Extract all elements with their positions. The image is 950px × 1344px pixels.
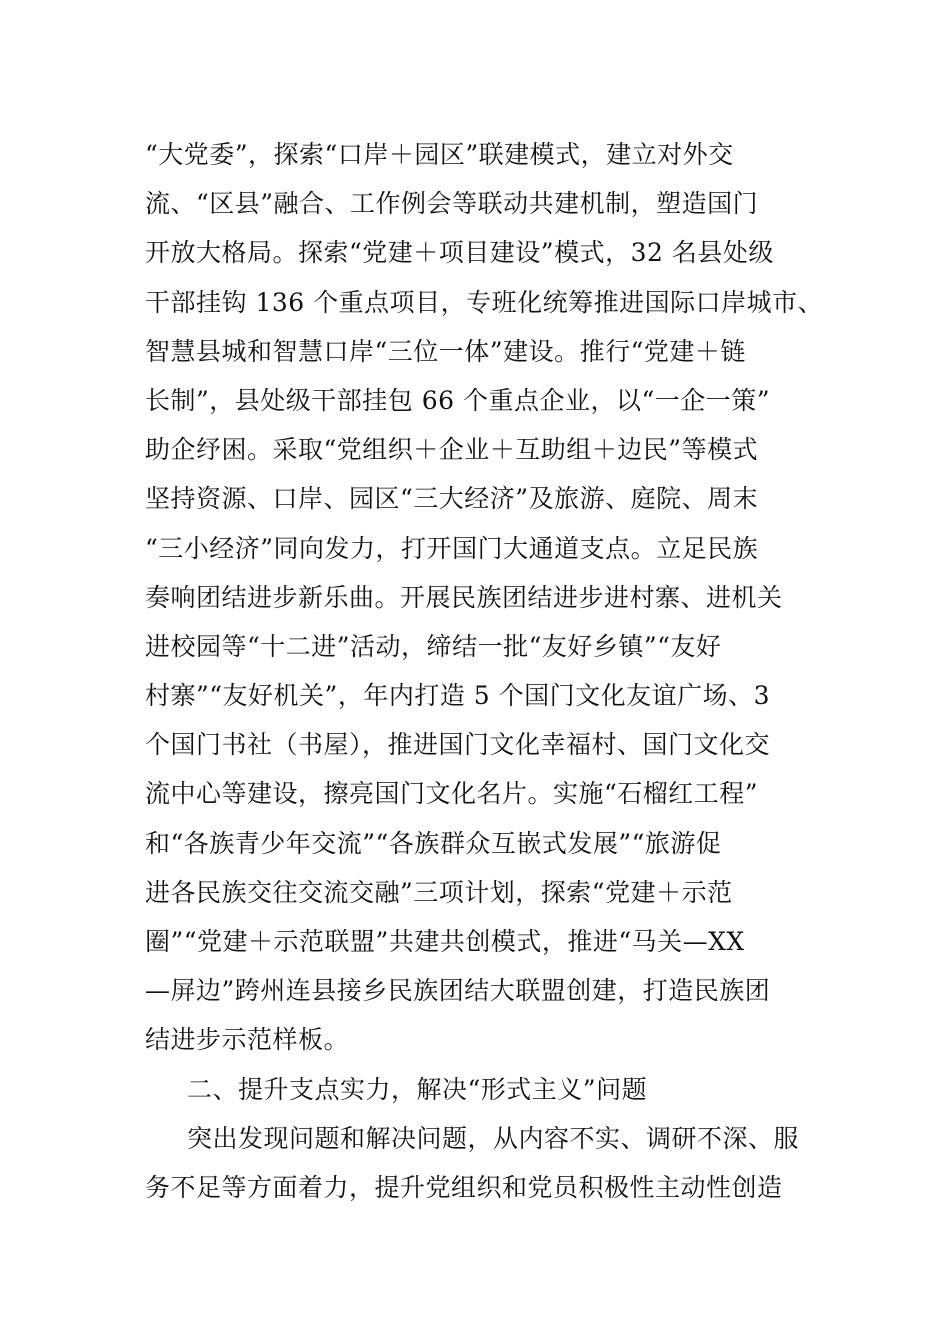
body-line: 进校园等“十二进”活动，缔结一批“友好乡镇”“友好	[145, 631, 722, 661]
body-line: 进各民族交往交流交融”三项计划，探索“党建＋示范	[145, 877, 733, 907]
paragraph-line: 务不足等方面着力，提升党组织和党员积极性主动性创造	[145, 1172, 783, 1202]
body-line: 助企纾困。采取“党组织＋企业＋互助组＋边民”等模式	[145, 435, 759, 465]
body-line: 圈”“党建＋示范联盟”共建共创模式，推进“马关—XX	[145, 927, 745, 956]
body-line: 长制”，县处级干部挂包 66 个重点企业，以“一企一策”	[145, 385, 771, 415]
body-line: —屏边”跨州连县接乡民族团结大联盟创建，打造民族团	[145, 976, 771, 1006]
body-line: 结进步示范样板。	[145, 1025, 350, 1055]
body-line: 流、“区县”融合、工作例会等联动共建机制，塑造国门	[145, 189, 759, 219]
body-line: “大党委”，探索“口岸＋园区”联建模式，建立对外交	[145, 140, 734, 169]
body-line: 开放大格局。探索“党建＋项目建设”模式，32 名县处级	[145, 238, 774, 268]
body-line: 干部挂钩 136 个重点项目，专班化统筹推进国际口岸城市、	[145, 287, 824, 317]
document-body	[145, 130, 825, 1212]
body-line: 个国门书社（书屋），推进国门文化幸福村、国门文化交	[145, 730, 771, 760]
body-line: 村寨”“友好机关”，年内打造 5 个国门文化友谊广场、3	[145, 681, 771, 711]
body-line: 流中心等建设，擦亮国门文化名片。实施“石榴红工程”	[145, 779, 759, 809]
body-line: 智慧县城和智慧口岸“三位一体”建设。推行“党建＋链	[145, 336, 746, 366]
body-line: 奏响团结进步新乐曲。开展民族团结进步进村寨、进机关	[145, 582, 783, 612]
body-line: “三小经济”同向发力，打开国门大通道支点。立足民族	[145, 533, 759, 563]
body-line: 和“各族青少年交流”“各族群众互嵌式发展”“旅游促	[145, 828, 722, 858]
section-heading: 二、提升支点实力，解决“形式主义”问题	[187, 1074, 648, 1104]
paragraph-line: 突出发现问题和解决问题，从内容不实、调研不深、服	[187, 1123, 800, 1153]
body-line: 坚持资源、口岸、园区“三大经济”及旅游、庭院、周末	[145, 484, 759, 514]
